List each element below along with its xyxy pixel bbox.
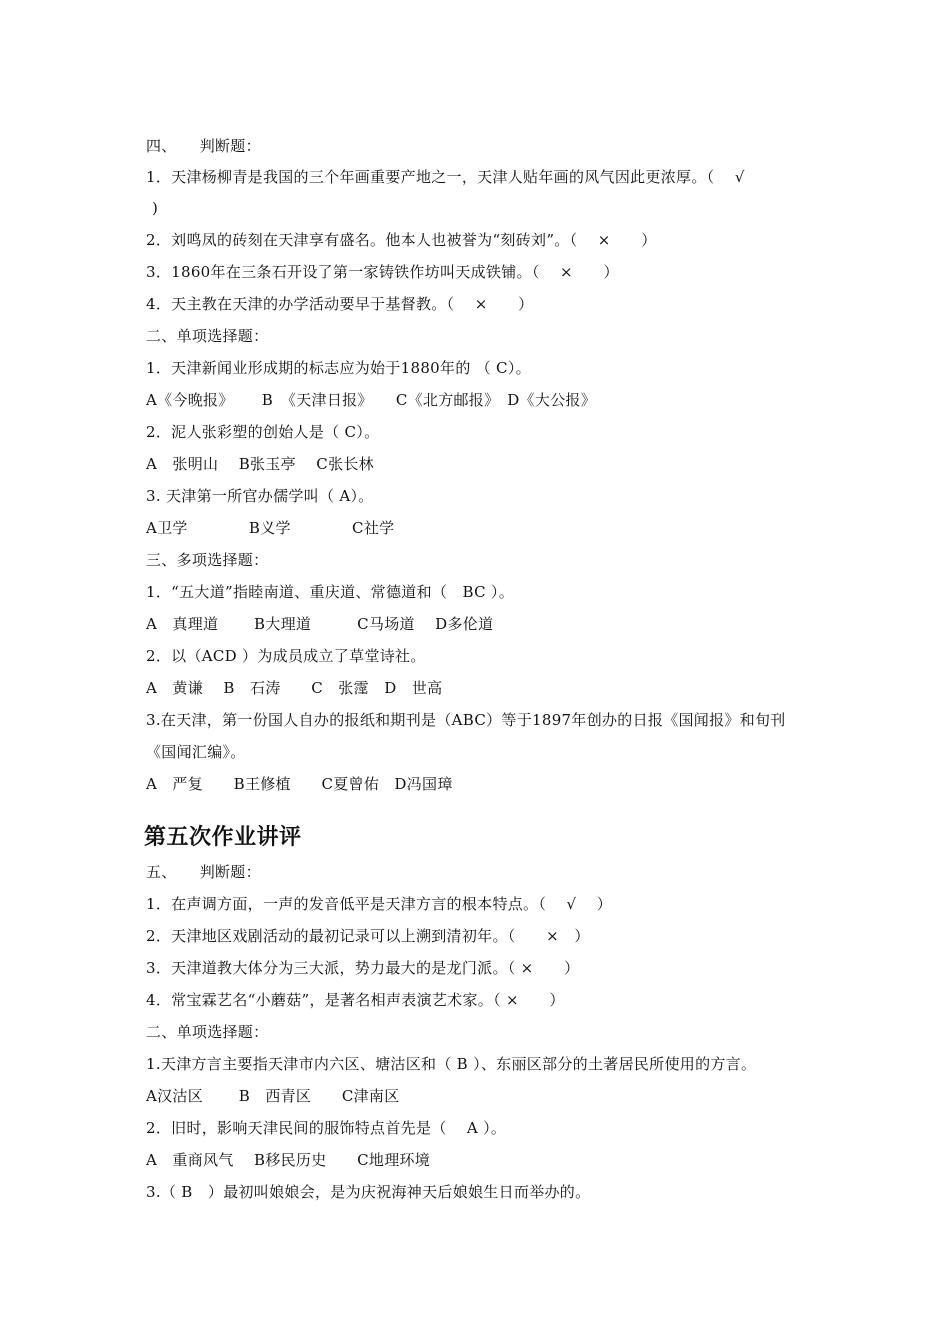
options-line: A卫学 B义学 C社学: [146, 519, 395, 537]
question-line: 1．在声调方面，一声的发音低平是天津方言的根本特点。（ √ ）: [146, 895, 613, 913]
question-line: 1.天津方言主要指天津市内六区、塘沽区和（ B ）、东丽区部分的土著居民所使用的方言。: [146, 1055, 757, 1073]
question-line: 3．1860年在三条石开设了第一家铸铁作坊叫天成铁铺。（ × ）: [146, 263, 619, 281]
section-title-multi: 三、多项选择题：: [146, 551, 269, 569]
section-title-judge-4: 四、 判断题：: [146, 137, 261, 155]
question-line: 2．泥人张彩塑的创始人是（ C）。: [146, 423, 380, 441]
section-title-judge-5: 五、 判断题：: [146, 863, 261, 881]
question-line: 《国闻汇编》。: [146, 743, 246, 761]
options-line: A 张明山 B张玉亭 C张长林: [146, 455, 374, 473]
section-heading: 第五次作业讲评: [144, 825, 302, 850]
section-title-single: 二、单项选择题：: [146, 327, 269, 345]
question-line: 3．天津道教大体分为三大派，势力最大的是龙门派。（ × ）: [146, 959, 580, 977]
question-line: 2．刘鸣凤的砖刻在天津享有盛名。他本人也被誉为“刻砖刘”。（ × ）: [146, 231, 657, 249]
question-line: 3. 天津第一所官办儒学叫（ A）。: [146, 487, 374, 505]
question-line: 3.在天津，第一份国人自办的报纸和期刊是（ABC）等于1897年创办的日报《国闻报》和旬刊: [146, 711, 786, 729]
question-line: 1．天津杨柳青是我国的三个年画重要产地之一，天津人贴年画的风气因此更浓厚。（ √: [146, 168, 745, 186]
question-line: 2．天津地区戏剧活动的最初记录可以上溯到清初年。（ × ）: [146, 927, 590, 945]
question-line: 4．天主教在天津的办学活动要早于基督教。（ × ）: [146, 295, 534, 313]
question-line: 2．以（ACD ）为成员成立了草堂诗社。: [146, 647, 426, 665]
options-line: A汉沽区 B 西青区 C津南区: [146, 1087, 400, 1105]
options-line: A 真理道 B大理道 C马场道 D多伦道: [146, 615, 494, 633]
section-title-single: 二、单项选择题：: [146, 1023, 269, 1041]
question-line: 1．天津新闻业形成期的标志应为始于1880年的 （ C）。: [146, 359, 531, 377]
question-line: 2．旧时，影响天津民间的服饰特点首先是（ A ）。: [146, 1119, 507, 1137]
question-line: 3.（ B ）最初叫娘娘会，是为庆祝海神天后娘娘生日而举办的。: [146, 1183, 591, 1201]
question-line: 1．“五大道”指睦南道、重庆道、常德道和（ BC ）。: [146, 583, 515, 601]
options-line: A 严复 B王修植 C夏曾佑 D冯国璋: [146, 775, 453, 793]
question-line: ): [152, 199, 159, 217]
question-line: 4．常宝霖艺名“小蘑菇”，是著名相声表演艺术家。（ × ）: [146, 991, 565, 1009]
options-line: A《今晚报》 B 《天津日报》 C《北方邮报》 D《大公报》: [146, 391, 597, 409]
options-line: A 重商风气 B移民历史 C地理环境: [146, 1151, 431, 1169]
options-line: A 黄谦 B 石涛 C 张霪 D 世高: [146, 679, 443, 697]
